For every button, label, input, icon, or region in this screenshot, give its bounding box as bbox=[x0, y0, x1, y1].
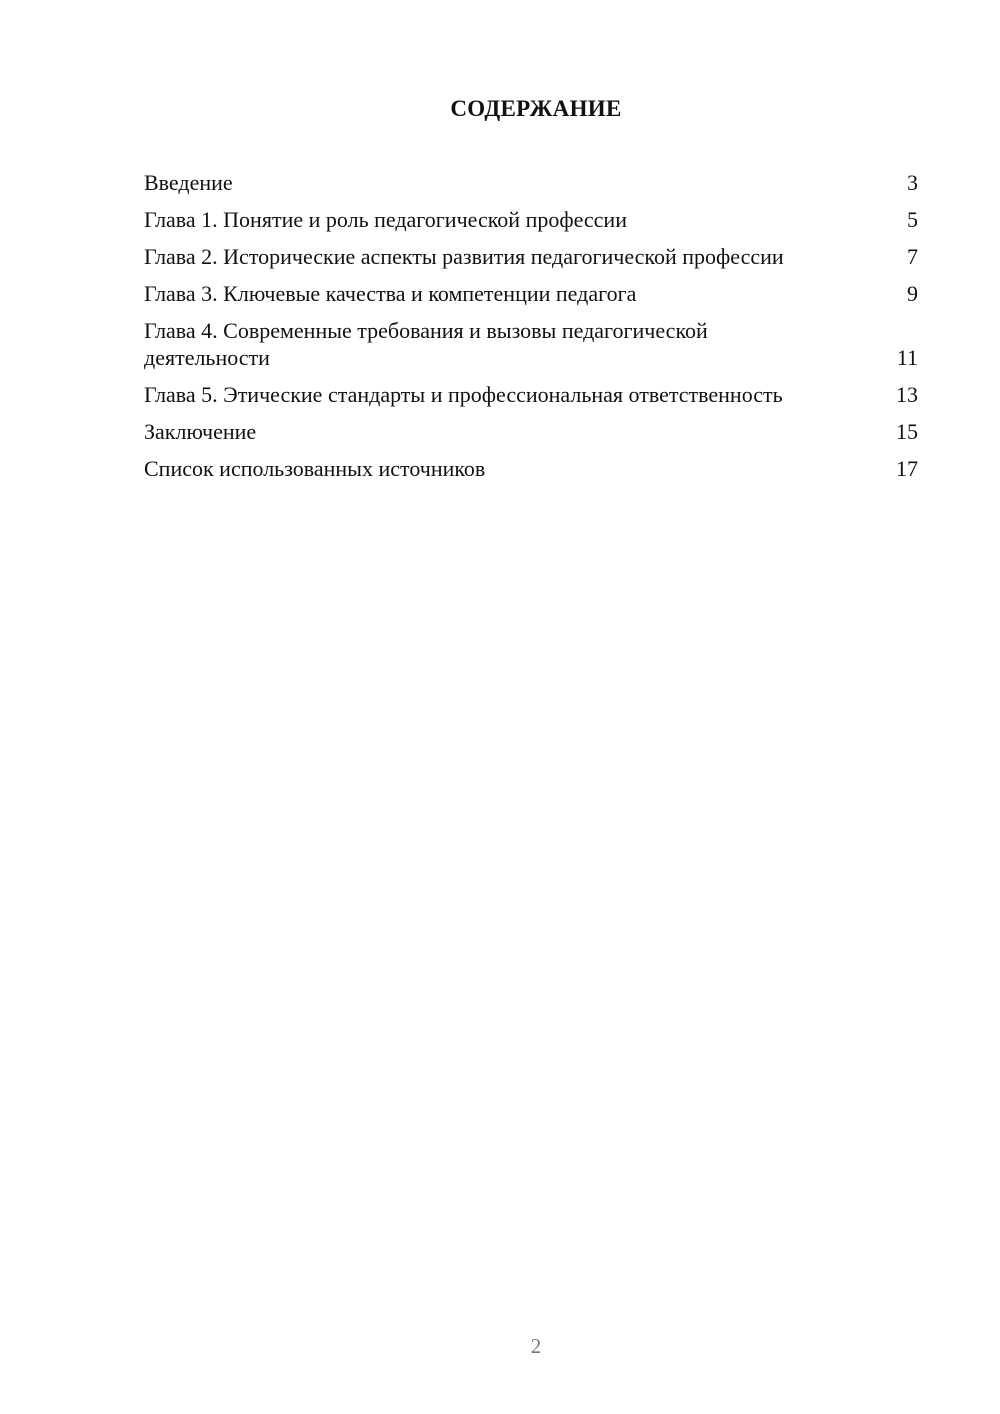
toc-entry-label: Глава 2. Исторические аспекты развития педагогической профессии bbox=[144, 244, 784, 269]
toc-entry-label: Заключение bbox=[144, 419, 257, 444]
toc-entry-label: Глава 4. Современные требования и вызовы педагогической деятельности bbox=[144, 318, 708, 370]
toc-entry-chapter-1 bbox=[144, 206, 918, 233]
toc-entry-page: 9 bbox=[907, 281, 918, 306]
toc-entry-page: 11 bbox=[896, 345, 918, 370]
toc-entry-chapter-3 bbox=[144, 280, 918, 307]
toc-entry-label: Введение bbox=[144, 170, 233, 195]
toc-entry-page: 5 bbox=[907, 207, 918, 232]
toc-entry-label: Глава 1. Понятие и роль педагогической профессии bbox=[144, 207, 627, 232]
toc-entry-page: 3 bbox=[907, 170, 918, 195]
toc-entry-page: 7 bbox=[907, 244, 918, 269]
toc-entry-page: 13 bbox=[896, 382, 918, 407]
toc-entry-conclusion bbox=[144, 418, 918, 445]
toc-entry-chapter-4 bbox=[144, 317, 918, 371]
toc-entry-chapter-2 bbox=[144, 243, 918, 270]
toc-entry-label: Глава 3. Ключевые качества и компетенции педагога bbox=[144, 281, 637, 306]
toc-entry-references bbox=[144, 455, 918, 482]
toc-entry-chapter-5 bbox=[144, 381, 918, 408]
toc-entry-introduction bbox=[144, 169, 918, 196]
toc-entry-label: Глава 5. Этические стандарты и профессиональная ответственность bbox=[144, 382, 783, 407]
table-of-contents bbox=[144, 169, 918, 492]
toc-entry-label: Список использованных источников bbox=[144, 456, 486, 481]
page-number: 2 bbox=[530, 1334, 542, 1358]
toc-title: СОДЕРЖАНИЕ bbox=[450, 96, 622, 121]
toc-entry-page: 15 bbox=[896, 419, 918, 444]
toc-entry-page: 17 bbox=[896, 456, 918, 481]
